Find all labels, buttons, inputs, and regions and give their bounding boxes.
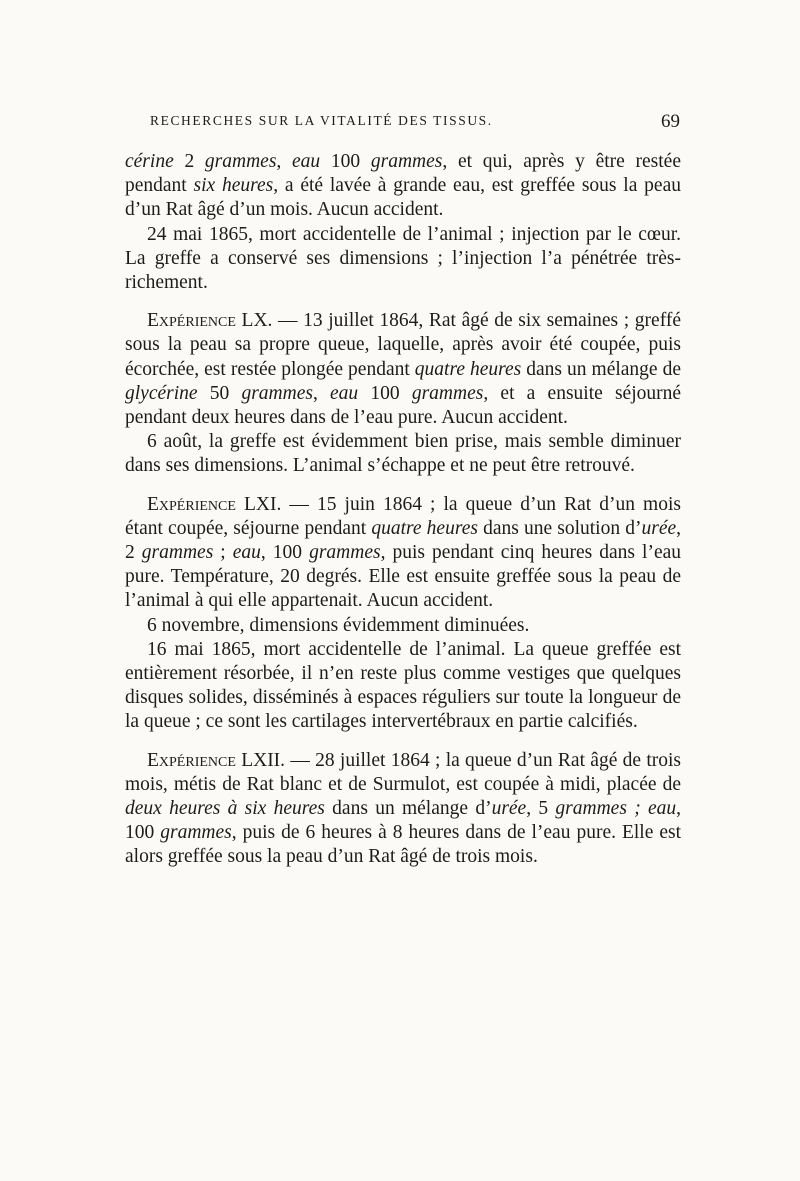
- text-run: , 5: [526, 798, 556, 820]
- paragraph-result-lxi-b: [125, 638, 681, 735]
- text-run: , 100: [260, 542, 310, 564]
- paragraph-result-lx: [125, 430, 681, 478]
- text-run: 16 mai 1865, mort accidentelle de l’animal. La queue greffée est entièrement résorbée, il n’en reste plus comme vestiges que quelques disques solides, disséminés à espaces réguliers sur toute la longueur de la queue ; ce sont les cartilages intervertébraux en partie calcifiés.: [125, 638, 681, 733]
- italic-term: quatre heures: [414, 358, 522, 380]
- text-run: 100: [358, 382, 412, 404]
- italic-term: grammes ; eau: [555, 798, 677, 820]
- experience-label: Expérience LXI.: [147, 493, 282, 515]
- italic-term: grammes: [141, 542, 214, 564]
- italic-term: cérine: [125, 151, 174, 172]
- experience-label: Expérience LX.: [147, 310, 273, 332]
- italic-term: eau: [232, 542, 261, 564]
- paragraph-experience-lx: [125, 309, 681, 430]
- paragraph-experience-lxii: [125, 749, 681, 870]
- text-run: ;: [213, 542, 233, 564]
- italic-term: grammes: [309, 542, 381, 564]
- text-run: , et qui, après y être restée pendant: [125, 151, 681, 197]
- italic-term: six heures: [193, 175, 274, 197]
- text-run: — 15 juin 1864 ; la queue d’un Rat d’un mois étant coupée, séjourne pendant: [125, 493, 681, 539]
- paragraph-result-lix: [125, 223, 681, 296]
- italic-term: eau: [330, 382, 359, 404]
- page-header: [150, 113, 680, 137]
- text-run: 50: [197, 382, 242, 404]
- text-run: — 28 juillet 1864 ; la queue d’un Rat âgé de trois mois, métis de Rat blanc et de Surmulot, est coupée à midi, placée de: [125, 749, 681, 795]
- italic-term: eau: [292, 151, 321, 172]
- page-number: 69: [661, 111, 680, 132]
- italic-term: grammes: [411, 382, 484, 404]
- text-run: — 13 juillet 1864, Rat âgé de six semaines ; greffé sous la peau sa propre queue, laquelle, après avoir été coupée, puis écorchée, est restée plongée pendant: [125, 310, 681, 380]
- text-run: , puis de 6 heures à 8 heures dans de l’eau pure. Elle est alors greffée sous la peau d’un Rat âgé de trois mois.: [125, 822, 682, 868]
- text-run: , a été lavée à grande eau, est greffée sous la peau d’un Rat âgé d’un mois. Aucun accident.: [125, 175, 681, 221]
- text-run: 100: [320, 151, 371, 172]
- text-run: 6 novembre, dimensions évidemment diminuées.: [147, 614, 530, 636]
- italic-term: grammes: [204, 151, 277, 172]
- italic-term: quatre heures: [371, 517, 478, 539]
- text-run: ,: [312, 382, 331, 404]
- paragraph-continuation: [125, 150, 681, 223]
- text-run: dans un mélange de: [521, 358, 681, 380]
- running-head: RECHERCHES SUR LA VITALITÉ DES TISSUS.: [150, 113, 493, 128]
- italic-term: urée: [641, 517, 677, 539]
- text-run: ,: [276, 151, 293, 172]
- text-run: dans un mélange d’: [324, 798, 492, 820]
- text-run: 2: [173, 151, 205, 172]
- italic-term: deux heures à six heures: [125, 798, 325, 820]
- paragraph-experience-lxi: [125, 493, 681, 614]
- text-run: 24 mai 1865, mort accidentelle de l’animal ; injection par le cœur. La greffe a conservé ses dimensions ; l’injection l’a pénétrée très-richement.: [125, 223, 681, 294]
- text-run: , 2: [125, 517, 682, 564]
- body-text: [125, 150, 681, 870]
- paragraph-result-lxi-a: [125, 614, 681, 638]
- italic-term: grammes: [370, 151, 443, 172]
- text-run: , 100: [125, 798, 682, 844]
- italic-term: glycérine: [125, 382, 198, 404]
- italic-term: grammes: [241, 382, 313, 404]
- italic-term: urée: [491, 798, 527, 820]
- experience-label: Expérience LXII.: [147, 749, 286, 771]
- text-run: dans une solution d’: [477, 517, 642, 539]
- italic-term: grammes: [160, 822, 232, 844]
- text-run: , puis pendant cinq heures dans l’eau pure. Température, 20 degrés. Elle est ensuite greffée sous la peau de l’animal à qui elle appartenait. Aucun accident.: [125, 542, 682, 612]
- text-run: , et a ensuite séjourné pendant deux heures dans de l’eau pure. Aucun accident.: [125, 382, 682, 429]
- text-run: 6 août, la greffe est évidemment bien prise, mais semble diminuer dans ses dimensions. L’animal s’échappe et ne peut être retrouvé.: [125, 431, 681, 477]
